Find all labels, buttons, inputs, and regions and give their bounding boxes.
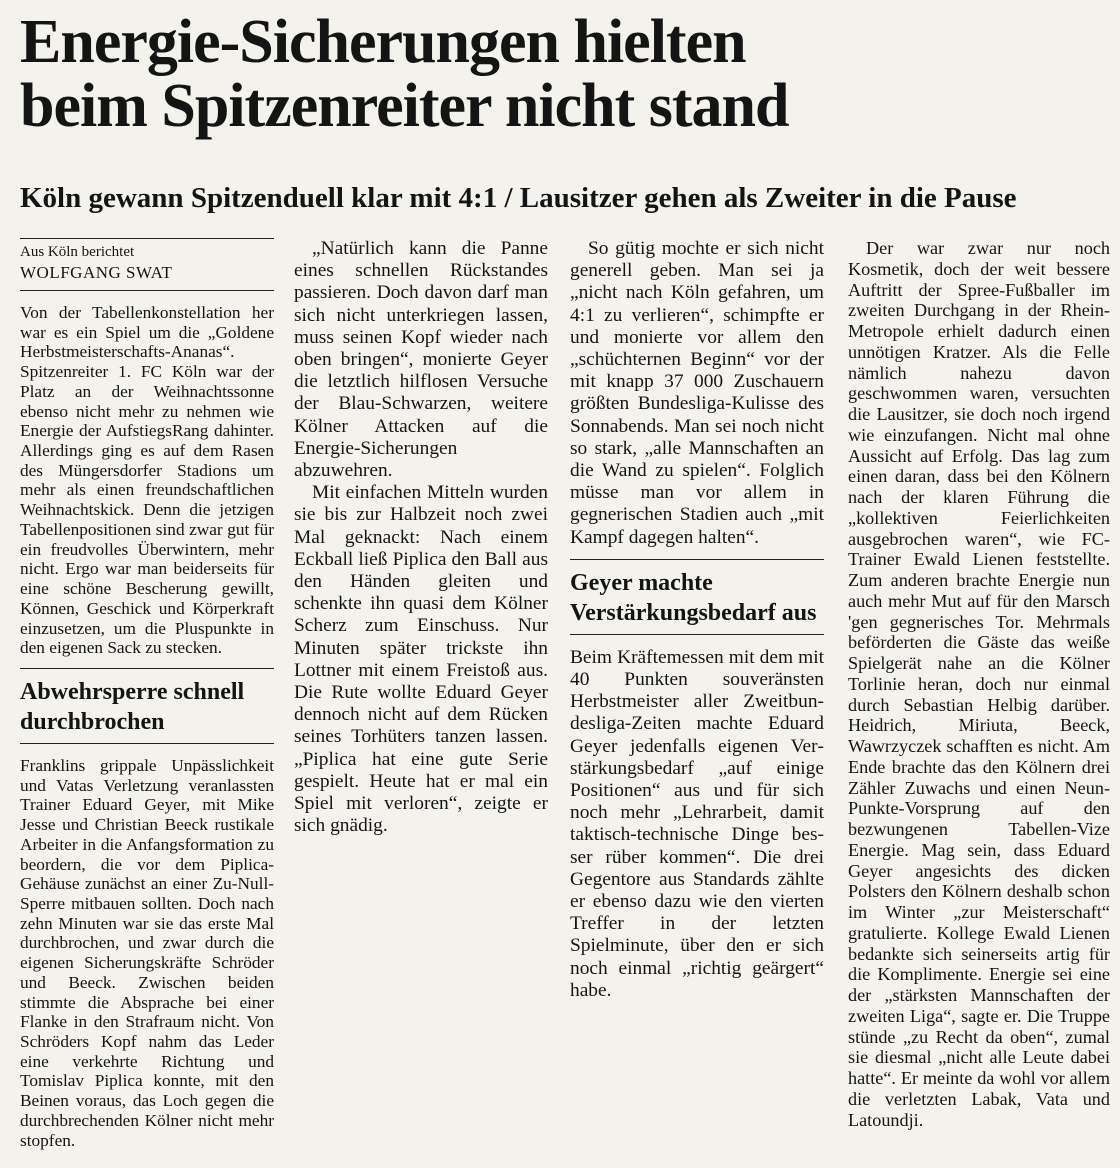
headline [20,10,1110,138]
article-column-4 [848,238,1110,1130]
byline-author: WOLFGANG SWAT [20,263,173,282]
subheadline: Köln gewann Spitzenduell klar mit 4:1 / Lausitzer gehen als Zweiter in die Pause [20,182,1017,214]
section-rule [570,559,824,560]
headline-line-1: Energie-Sicherungen hielten [20,8,746,76]
section-heading-geyer: Geyer machte Verstärkungsbedarf aus [570,569,817,626]
section-rule [570,634,824,635]
section-heading-abwehrsperre: Abwehrsperre schnell durchbrochen [20,678,245,735]
section-rule [20,668,274,669]
article-column-1 [20,238,274,1150]
headline-line-2: beim Spitzenreiter nicht stand [20,72,789,140]
paragraph-3: „Natürlich kann die Panne eines schnellen Rückstandes passieren. Doch davon darf man sich nicht unterkriegen lassen, muss seinen Kopf wieder nach oben bringen“, monierte Geyer die letztlich hilflosen Versuche der Blau-Schwarzen, weitere Kölner Attacken auf die Energie-Sicherungen abzuwehren. [294,238,548,482]
byline-intro: Aus Köln berichtet [20,244,135,260]
paragraph-1: Von der Tabellenkonstellation her war es ein Spiel um die „Goldene Herbstmeisterschafts-Ananas“. Spitzenreiter 1. FC Köln war der Platz an der Weihnachtssonne ebenso nicht mehr zu nehmen wie Energie der AufstiegsRang dahinter. Allerdings ging es auf dem Rasen des Müngersdorfer Stadions um mehr als einen freundschaftlichen Weihnachtskick. Denn die jetzigen Tabellenpositionen sind zwar gut für ein freudvolles Überwintern, mehr nicht. Ergo war man beiderseits für eine schöne Bescherung gewillt, Können, Geschick und Körperkraft einzusetzen, um die Pluspunkte in den eigenen Sack zu stecken. [20,303,274,658]
paragraph-5: So gütig mochte er sich nicht generell geben. Man sei ja „nicht nach Köln gefahren, um 4:1 zu verlieren“, schimpfte er und monierte vor allem den „schüchternen Beginn“ vor der mit knapp 37 000 Zuschauern größten Bundesliga-Kulisse des Sonnabends. Man sei noch nicht so stark, „alle Mannschaften an die Wand zu spielen“. Folglich müsse man vor allem in gegnerischen Stadien auch „mit Kampf dagegen halten“. [570,238,824,548]
article-column-3 [570,238,824,1002]
byline-rule [20,238,274,239]
paragraph-6: Beim Kräftemessen mit dem mit 40 Punkten souveränsten Herbstmeister aller Zweitbundesliga-Zeiten machte Eduard Geyer jedenfalls eigenen Verstärkungsbedarf „auf einige Positionen“ aus und für sich noch mehr „Lehrarbeit, damit taktisch-technische Dinge besser rüber kommen“. Die drei Gegentore aus Standards zählte er ebenso dazu wie den vierten Treffer in der letzten Spielminute, über den er sich noch einmal „richtig geärgert“ habe. [570,646,824,1001]
paragraph-2: Franklins grippale Unpässlichkeit und Vatas Verletzung veranlassten Trainer Eduard Geyer, mit Mike Jesse und Christian Beeck rustikale Arbeiter in die Anfangsformation zu beordern, die vor dem Piplica-Gehäuse zunächst an einer Zu-Null-Sperre mitbauen sollten. Doch nach zehn Minuten war sie das erste Mal durchbrochen, und zwar durch die eigenen Sicherungskräfte Schröder und Beeck. Zwischen beiden stimmte die Absprache bei einer Flanke in den Strafraum nicht. Von Schröders Kopf nahm das Leder eine verkehrte Richtung und Tomislav Piplica konnte, mit den Beinen voraus, das Loch gegen die durchbrechenden Kölner nicht mehr stopfen. [20,755,274,1150]
article-column-2 [294,238,548,837]
paragraph-7: Der war zwar nur noch Kosmetik, doch der weit bessere Auftritt der Spree-Fußballer im zweiten Durchgang in der Rhein-Metropole erhielt dadurch einen unnötigen Kratzer. Als die Felle nämlich nahezu davon geschwommen waren, versuchten die Lausitzer, sie doch noch irgend wie einzufangen. Nicht mal ohne Aussicht auf Erfolg. Das lag zum einen daran, dass bei den Kölnern nach der klaren Führung die „kollektiven Feierlichkeiten ausgebrochen waren“, wie FC-Trainer Ewald Lienen feststellte. Zum anderen brachte Energie nun auch mehr Mut auf für den Marsch 'gen gegnerisches Tor. Mehrmals beförderten die Gäste das weiße Spielgerät nahe an die Kölner Torlinie heran, doch nur einmal durch Sebastian Helbig darüber. Heidrich, Miriuta, Beeck, Wawrzyczek schafften es nicht. Am Ende brachte das den Kölnern drei Zähler Zuwachs und einen Neun-Punkte-Vorsprung auf den bezwungenen Tabellen-Vize Energie. Mag sein, dass Eduard Geyer angesichts des dicken Polsters den Kölnern deshalb schon im Winter „zur Meisterschaft“ gratulierte. Kollege Ewald Lienen bedankte sich seinerseits artig für die Komplimente. Energie sei eine der „stärksten Mannschaften der zweiten Liga“, sagte er. Die Truppe stünde „zu Recht da oben“, zumal sie diesmal „nicht alle Leute dabei hatte“. Er meinte da wohl vor allem die verletzten Labak, Vata und Latoundji. [848,238,1110,1130]
paragraph-4: Mit einfachen Mitteln wurden sie bis zur Halbzeit noch zwei Mal geknackt: Nach einem Eckball ließ Piplica den Ball aus den Händen gleiten und schenkte ihn quasi dem Kölner Scherz zum Einschuss. Nur Minuten später trickste ihn Lottner mit einem Freistoß aus. Die Rute wollte Eduard Geyer dennoch nicht auf dem Rücken seines Torhüters tanzen lassen. „Piplica hat eine gute Serie gespielt. Heute hat er mal ein Spiel mit verloren“, zeigte er sich gnädig. [294,482,548,837]
byline-divider [20,290,274,291]
section-rule [20,743,274,744]
